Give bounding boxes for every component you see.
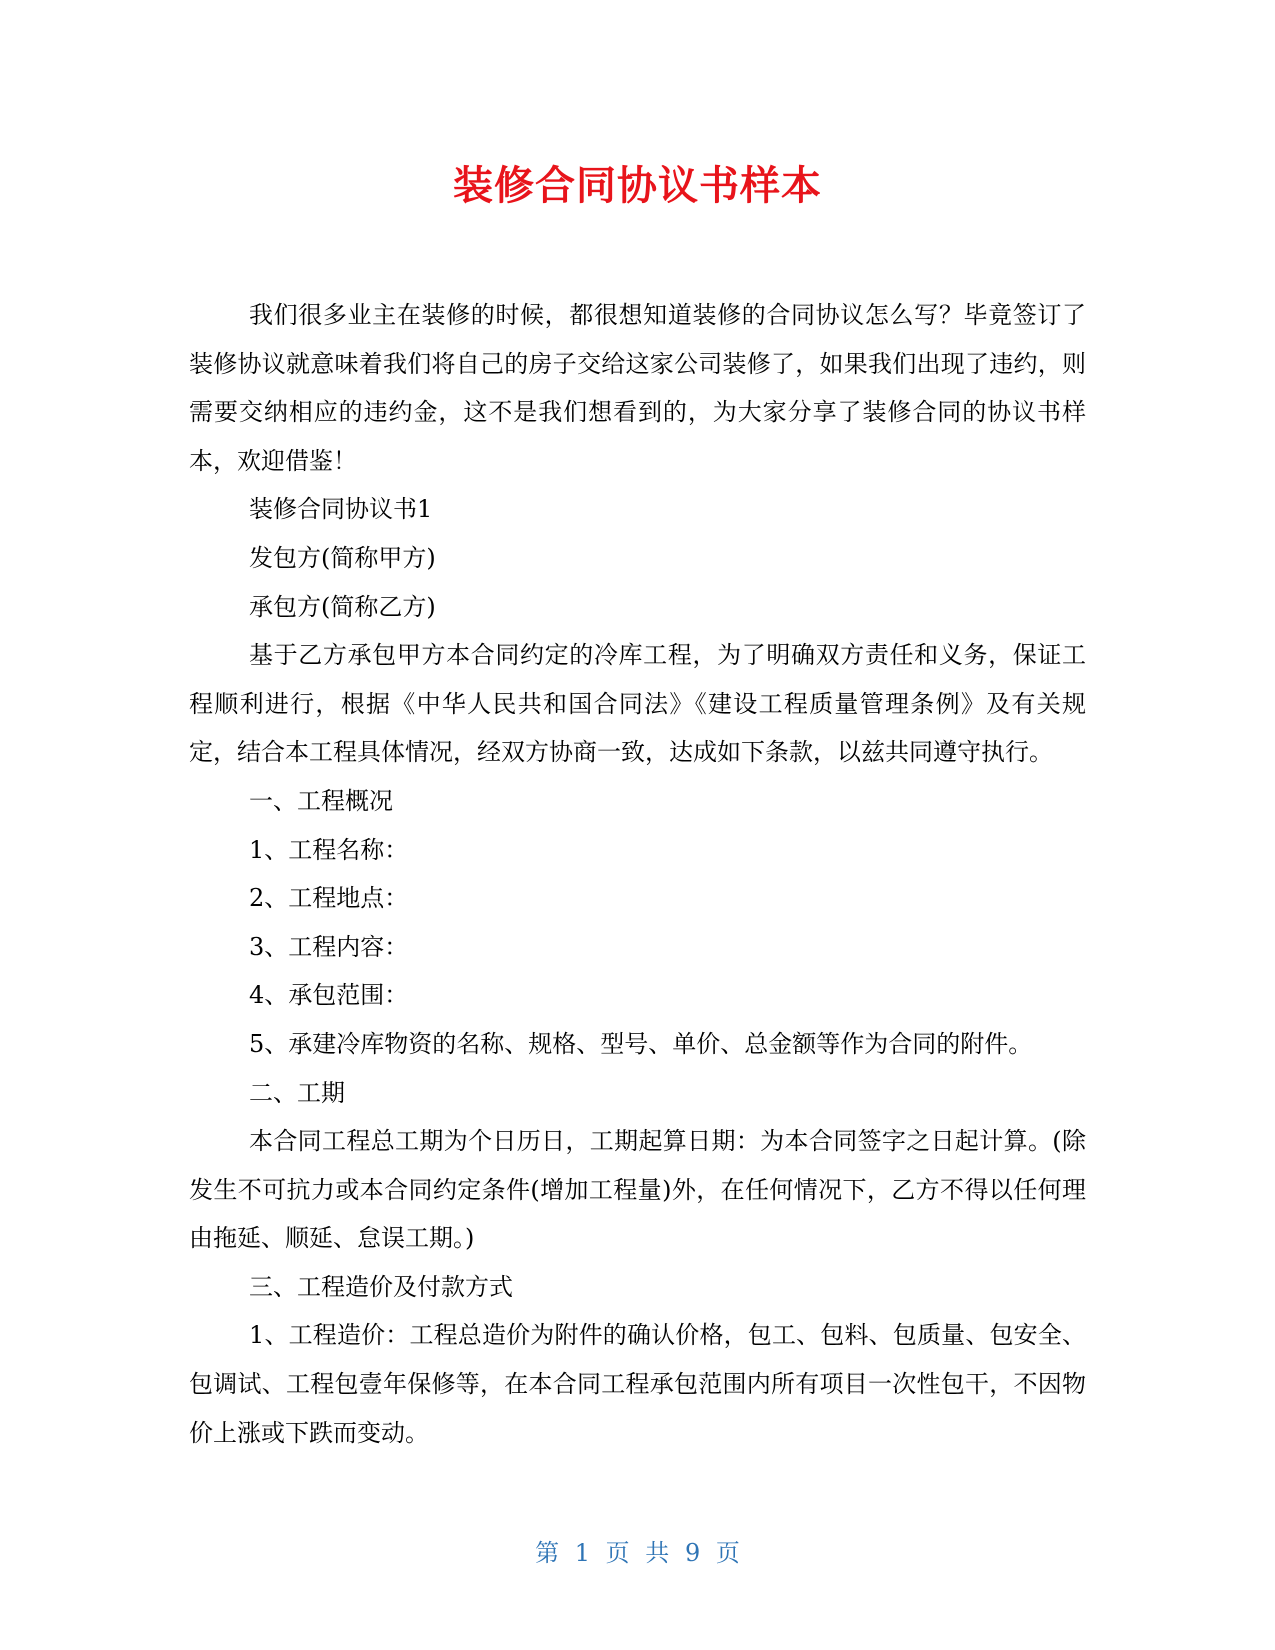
- preamble-paragraph: 基于乙方承包甲方本合同约定的冷库工程，为了明确双方责任和义务，保证工程顺利进行，根据《中华人民共和国合同法》《建设工程质量管理条例》及有关规定，结合本工程具体情况，经双方协商一致，达成如下条款，以兹共同遵守执行。: [189, 641, 1086, 767]
- clause-heading: 一、工程概况: [249, 786, 393, 815]
- clause-heading: 二、工期: [249, 1078, 345, 1107]
- clause-paragraph: 1、工程造价：工程总造价为附件的确认价格，包工、包料、包质量、包安全、包调试、工程包壹年保修等，在本合同工程承包范围内所有项目一次性包干，不因物价上涨或下跌而变动。: [189, 1321, 1086, 1447]
- intro-paragraph: 我们很多业主在装修的时候，都很想知道装修的合同协议怎么写？毕竟签订了装修协议就意味着我们将自己的房子交给这家公司装修了，如果我们出现了违约，则需要交纳相应的违约金，这不是我们想看到的，为大家分享了装修合同的协议书样本，欢迎借鉴！: [189, 301, 1086, 475]
- clause-item: 5、承建冷库物资的名称、规格、型号、单价、总金额等作为合同的附件。: [249, 1029, 1033, 1058]
- party-b-line: 承包方(简称乙方): [249, 592, 436, 621]
- party-a-line: 发包方(简称甲方): [249, 543, 436, 572]
- page-number-footer: 第 1 页 共 9 页: [535, 1539, 740, 1567]
- section-heading: 装修合同协议书1: [249, 495, 433, 524]
- clause-item: 4、承包范围：: [249, 981, 409, 1010]
- clause-item: 3、工程内容：: [249, 932, 409, 961]
- clause-item: 1、工程名称：: [249, 835, 409, 864]
- clause-item: 2、工程地点：: [249, 884, 409, 913]
- document-title: 装修合同协议书样本: [453, 163, 822, 209]
- clause-heading: 三、工程造价及付款方式: [249, 1272, 513, 1301]
- document-body: [189, 291, 1086, 1457]
- clause-paragraph: 本合同工程总工期为个日历日，工期起算日期：为本合同签字之日起计算。(除发生不可抗力或本合同约定条件(增加工程量)外，在任何情况下，乙方不得以任何理由拖延、顺延、怠误工期。): [189, 1127, 1086, 1253]
